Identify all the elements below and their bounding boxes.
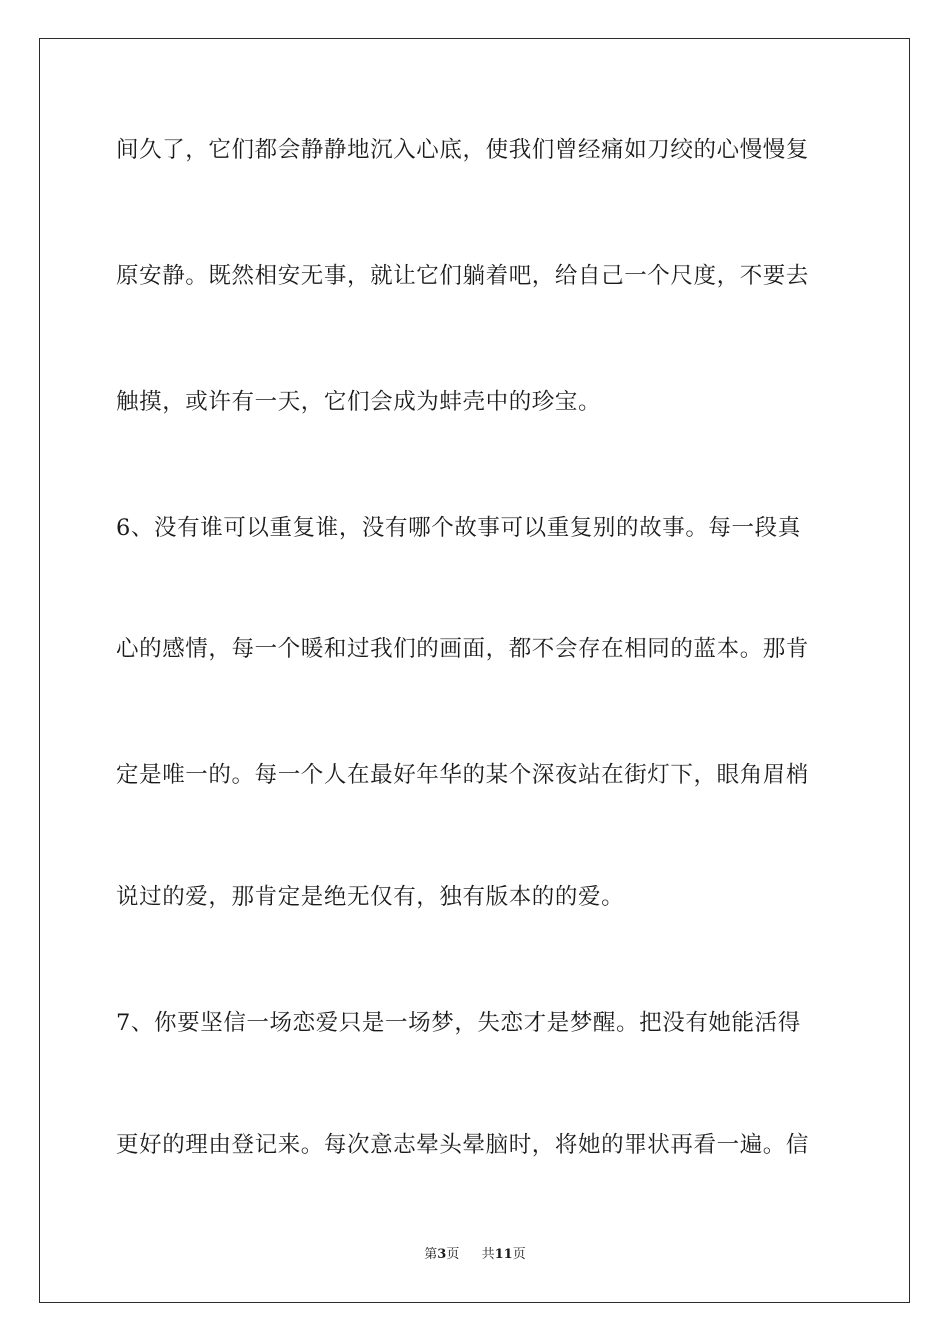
page-footer <box>0 1246 950 1264</box>
page-prefix: 第 <box>424 1247 438 1262</box>
page-total <box>477 1247 525 1262</box>
page-current: 3 <box>437 1247 447 1262</box>
text-line: 心的感情，每一个暖和过我们的画面，都不会存在相同的蓝本。那肯 <box>116 636 810 662</box>
page-suffix: 页 <box>446 1247 460 1262</box>
text-line: 触摸，或许有一天，它们会成为蚌壳中的珍宝。 <box>116 389 602 415</box>
text-line: 间久了，它们都会静静地沉入心底，使我们曾经痛如刀绞的心慢慢复 <box>116 137 810 163</box>
total-count: 11 <box>494 1247 513 1262</box>
total-suffix: 页 <box>512 1247 526 1262</box>
total-prefix: 共 <box>481 1247 495 1262</box>
text-line: 6、没有谁可以重复谁，没有哪个故事可以重复别的故事。每一段真 <box>116 515 801 541</box>
page-border <box>39 38 910 1303</box>
text-line: 更好的理由登记来。每次意志晕头晕脑时，将她的罪状再看一遍。信 <box>116 1132 810 1158</box>
text-line: 原安静。既然相安无事，就让它们躺着吧，给自己一个尺度，不要去 <box>116 263 810 289</box>
page-number <box>424 1247 463 1262</box>
text-line: 7、你要坚信一场恋爱只是一场梦，失恋才是梦醒。把没有她能活得 <box>116 1010 801 1036</box>
text-line: 说过的爱，那肯定是绝无仅有，独有版本的的爱。 <box>116 884 625 910</box>
text-line: 定是唯一的。每一个人在最好年华的某个深夜站在街灯下，眼角眉梢 <box>116 762 810 788</box>
